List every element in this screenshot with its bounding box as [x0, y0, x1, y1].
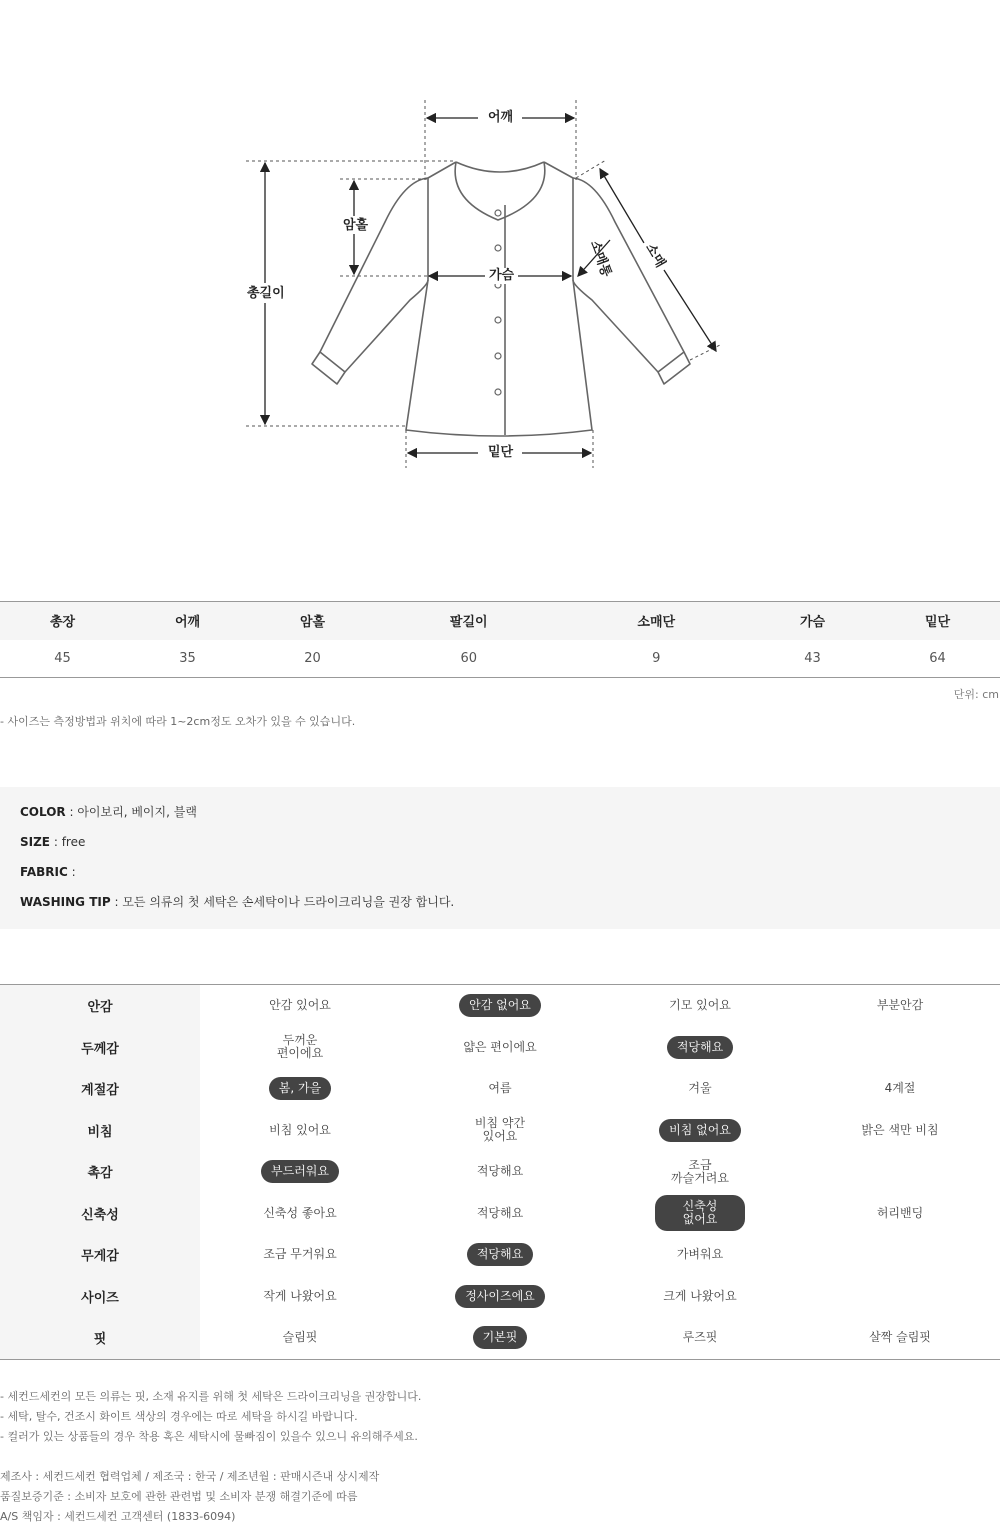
attribute-cell — [200, 1151, 400, 1193]
attribute-cell — [600, 1110, 800, 1152]
attribute-cell — [200, 1317, 400, 1359]
attribute-cell — [800, 1068, 1000, 1110]
attribute-cell — [200, 985, 400, 1027]
attribute-label: 비침 — [0, 1110, 200, 1152]
info-key: SIZE — [20, 835, 51, 849]
attribute-option: 부분안감 — [876, 998, 924, 1013]
attribute-option: 밝은 색만 비침 — [861, 1122, 939, 1137]
attribute-cell — [600, 985, 800, 1027]
meta-line: 제조사 : 세컨드세컨 협력업체 / 제조국 : 한국 / 제조년월 : 판매시즌내 상시제작 — [0, 1470, 380, 1483]
attribute-cell — [600, 1068, 800, 1110]
size-table-row — [0, 640, 1000, 678]
attribute-option: 신축성 좋아요 — [263, 1205, 337, 1220]
size-header: 밑단 — [875, 602, 1000, 640]
attribute-cell — [800, 1151, 1000, 1193]
size-value: 64 — [875, 640, 1000, 678]
attribute-option: 크게 나왔어요 — [663, 1288, 737, 1303]
attribute-option: 얇은 편이에요 — [463, 1039, 537, 1054]
attribute-option: 조금 무거워요 — [263, 1247, 337, 1262]
attribute-option: 두꺼운 편이에요 — [276, 1033, 324, 1061]
attribute-option: 슬림핏 — [282, 1330, 318, 1345]
size-value: 20 — [250, 640, 375, 678]
info-value: : — [67, 865, 76, 879]
attribute-option: 겨울 — [688, 1081, 712, 1096]
attribute-option: 허리밴딩 — [876, 1205, 924, 1220]
label-chest: 가슴 — [485, 268, 518, 284]
size-value: 9 — [563, 640, 751, 678]
attribute-option-selected: 적당해요 — [467, 1243, 533, 1266]
attribute-table — [0, 984, 1000, 1360]
size-header: 가슴 — [750, 602, 875, 640]
attribute-option: 4계절 — [884, 1081, 916, 1096]
attribute-option-selected: 정사이즈에요 — [455, 1285, 545, 1308]
attribute-label: 안감 — [0, 985, 200, 1027]
meta-line: 품질보증기준 : 소비자 보호에 관한 관련법 및 소비자 분쟁 해결기준에 따름 — [0, 1490, 358, 1503]
attribute-row — [0, 1027, 1000, 1069]
attribute-cell — [800, 1276, 1000, 1318]
attribute-cell — [400, 985, 600, 1027]
attribute-cell — [800, 1193, 1000, 1235]
attribute-cell — [400, 1068, 600, 1110]
blouse-body — [312, 162, 690, 436]
info-value: : 아이보리, 베이지, 블랙 — [65, 805, 197, 819]
attribute-cell — [400, 1110, 600, 1152]
attribute-option: 비침 있어요 — [269, 1122, 331, 1137]
attribute-option: 안감 있어요 — [269, 998, 331, 1013]
garment-diagram — [0, 0, 1000, 560]
product-meta — [0, 1467, 379, 1527]
info-key: COLOR — [20, 805, 66, 819]
unit-label: 단위: cm — [953, 688, 999, 701]
attribute-cell — [400, 1027, 600, 1069]
attribute-cell — [400, 1234, 600, 1276]
attribute-cell — [600, 1193, 800, 1235]
attribute-cell — [200, 1027, 400, 1069]
attribute-cell — [600, 1276, 800, 1318]
label-shoulder: 어깨 — [484, 110, 517, 126]
size-note: - 사이즈는 측정방법과 위치에 따라 1~2cm정도 오차가 있을 수 있습니다. — [0, 715, 356, 728]
attribute-option-selected: 부드러워요 — [261, 1160, 339, 1183]
attribute-option-selected: 안감 없어요 — [459, 994, 541, 1017]
attribute-cell — [200, 1234, 400, 1276]
size-header: 총장 — [0, 602, 125, 640]
size-table-header-row — [0, 602, 1000, 640]
label-sleeve-cuff: 소매통 — [586, 238, 614, 280]
size-value: 45 — [0, 640, 125, 678]
attribute-row — [0, 1276, 1000, 1318]
info-key: FABRIC — [20, 865, 68, 879]
attribute-cell — [600, 1317, 800, 1359]
size-header: 어깨 — [125, 602, 250, 640]
attribute-option: 적당해요 — [476, 1164, 524, 1179]
guide-lines — [246, 100, 722, 468]
attribute-label: 사이즈 — [0, 1276, 200, 1318]
attribute-option: 작게 나왔어요 — [263, 1288, 337, 1303]
attribute-cell — [400, 1276, 600, 1318]
size-value: 35 — [125, 640, 250, 678]
care-note: - 세컨드세컨의 모든 의류는 핏, 소재 유지를 위해 첫 세탁은 드라이크리닝을 권장합니다. — [0, 1390, 422, 1403]
attribute-option: 여름 — [488, 1081, 512, 1096]
info-size — [20, 835, 980, 865]
info-value: : 모든 의류의 첫 세탁은 손세탁이나 드라이크리닝을 권장 합니다. — [110, 895, 455, 909]
attribute-row — [0, 985, 1000, 1027]
buttons — [495, 210, 501, 395]
attribute-option: 비침 약간 있어요 — [474, 1116, 526, 1144]
attribute-row — [0, 1110, 1000, 1152]
attribute-option: 기모 있어요 — [669, 998, 731, 1013]
label-hem: 밑단 — [484, 445, 517, 461]
size-table — [0, 601, 1000, 678]
info-fabric — [20, 865, 980, 895]
info-value: : free — [50, 835, 86, 849]
attribute-label: 촉감 — [0, 1151, 200, 1193]
size-header: 팔길이 — [375, 602, 563, 640]
attribute-label: 핏 — [0, 1317, 200, 1359]
attribute-cell — [400, 1193, 600, 1235]
attribute-cell — [600, 1234, 800, 1276]
attribute-row — [0, 1317, 1000, 1359]
size-header: 소매단 — [563, 602, 751, 640]
care-notes — [0, 1387, 421, 1447]
size-header: 암홀 — [250, 602, 375, 640]
attribute-cell — [800, 985, 1000, 1027]
attribute-cell — [800, 1234, 1000, 1276]
label-armhole: 암홀 — [339, 218, 372, 234]
attribute-cell — [400, 1317, 600, 1359]
attribute-cell — [800, 1027, 1000, 1069]
attribute-option: 살짝 슬림핏 — [869, 1330, 931, 1345]
attribute-label: 계절감 — [0, 1068, 200, 1110]
attribute-option-selected: 기본핏 — [473, 1326, 528, 1349]
attribute-cell — [200, 1110, 400, 1152]
attribute-row — [0, 1151, 1000, 1193]
info-color — [20, 805, 980, 835]
attribute-option-selected: 신축성 없어요 — [655, 1195, 745, 1231]
attribute-cell — [800, 1110, 1000, 1152]
attribute-cell — [200, 1276, 400, 1318]
attribute-option-selected: 적당해요 — [667, 1036, 733, 1059]
meta-line: A/S 책임자 : 세컨드세컨 고객센터 (1833-6094) — [0, 1510, 236, 1523]
attribute-option-selected: 봄, 가을 — [269, 1077, 331, 1100]
attribute-option: 조금 까슬거려요 — [671, 1157, 729, 1185]
attribute-cell — [400, 1151, 600, 1193]
attribute-option: 가벼워요 — [676, 1247, 724, 1262]
attribute-label: 무게감 — [0, 1234, 200, 1276]
attribute-row — [0, 1234, 1000, 1276]
attribute-option-selected: 비침 없어요 — [659, 1119, 741, 1142]
attribute-cell — [800, 1317, 1000, 1359]
attribute-option: 루즈핏 — [682, 1330, 718, 1345]
attribute-cell — [200, 1068, 400, 1110]
attribute-option: 적당해요 — [476, 1205, 524, 1220]
attribute-cell — [600, 1027, 800, 1069]
attribute-row — [0, 1068, 1000, 1110]
care-note: - 세탁, 탈수, 건조시 화이트 색상의 경우에는 따로 세탁을 하시길 바랍니다. — [0, 1410, 358, 1423]
size-value: 43 — [750, 640, 875, 678]
size-value: 60 — [375, 640, 563, 678]
attribute-cell — [200, 1193, 400, 1235]
label-sleeve: 소매 — [639, 238, 669, 275]
attribute-label: 신축성 — [0, 1193, 200, 1235]
product-info-box — [0, 787, 1000, 929]
care-note: - 컬러가 있는 상품들의 경우 착용 혹은 세탁시에 물빠짐이 있을수 있으니 유의해주세요. — [0, 1430, 418, 1443]
info-washing-tip — [20, 895, 980, 925]
attribute-label: 두께감 — [0, 1027, 200, 1069]
info-key: WASHING TIP — [20, 895, 111, 909]
label-total-length: 총길이 — [243, 286, 289, 302]
attribute-row — [0, 1193, 1000, 1235]
attribute-cell — [600, 1151, 800, 1193]
